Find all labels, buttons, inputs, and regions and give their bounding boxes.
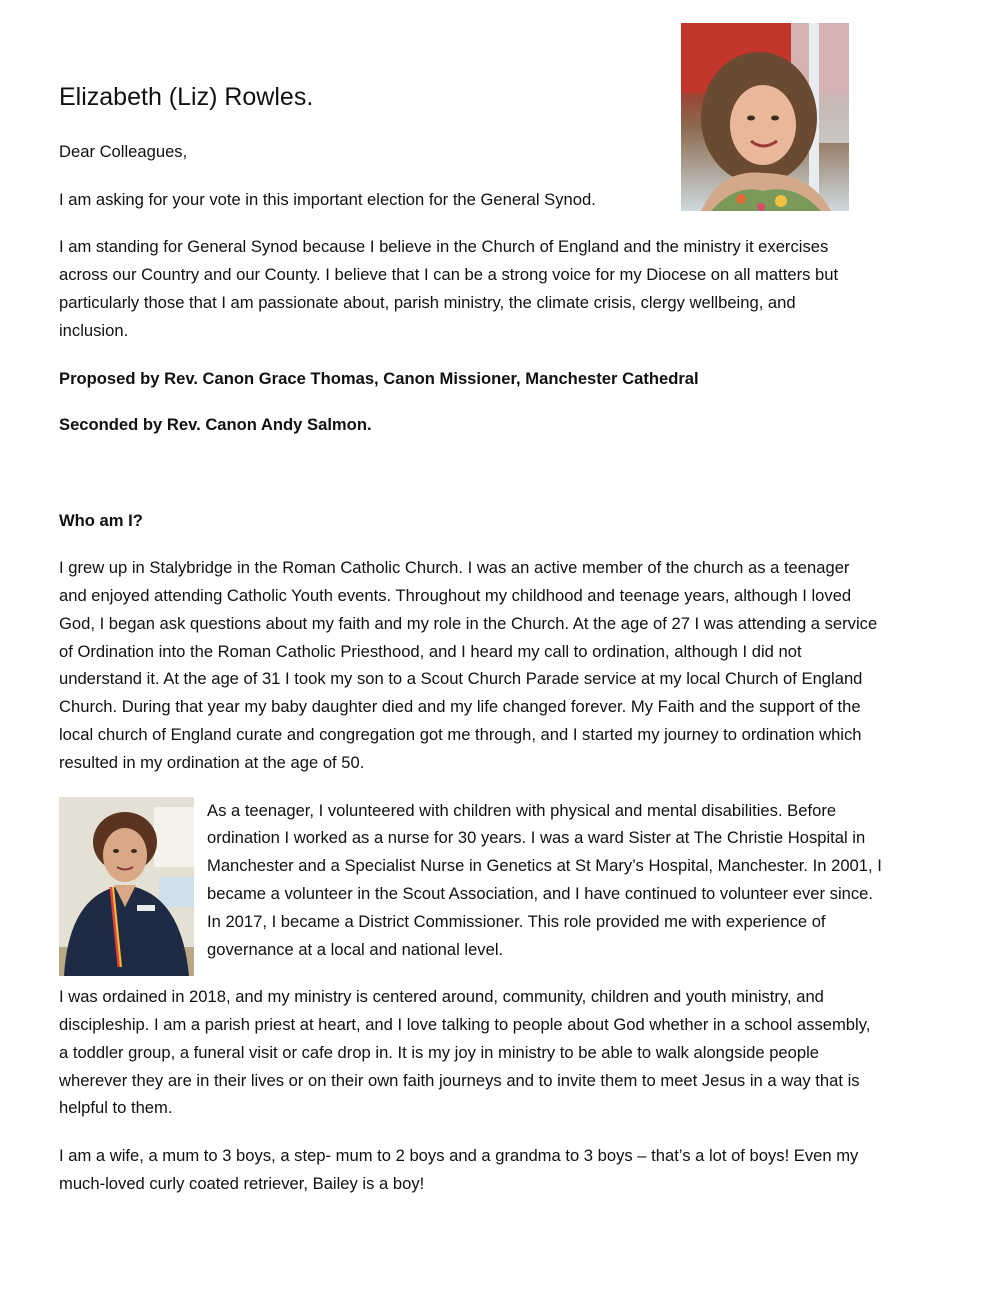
nurse-line-1: As a teenager, I volunteered with children with physical and mental disabilities. Before [207, 801, 837, 820]
ministry-line-1: I was ordained in 2018, and my ministry is centered around, community, children and youth ministry, and [59, 987, 824, 1006]
family-line-1: I am a wife, a mum to 3 boys, a step- mum to 2 boys and a grandma to 3 boys – that’s a lot of boys! Even my [59, 1146, 859, 1165]
who-line-7: local church of England curate and congregation got me through, and I started my journey to ordination which [59, 725, 862, 744]
nurse-line-6: governance at a local and national level. [207, 940, 504, 959]
statement-line-3: particularly those that I am passionate about, parish ministry, the climate crisis, clergy wellbeing, and [59, 293, 796, 312]
who-line-4: of Ordination into the Roman Catholic Priesthood, and I heard my call to ordination, although I did not [59, 642, 802, 661]
portrait-illustration [681, 23, 849, 211]
ministry-line-2: discipleship. I am a parish priest at heart, and I love talking to people about God whether in a school assembly, [59, 1015, 871, 1034]
intro-text: I am asking for your vote in this important election for the General Synod. [59, 190, 596, 209]
greeting: Dear Colleagues, [59, 142, 188, 161]
proposed-by: Proposed by Rev. Canon Grace Thomas, Canon Missioner, Manchester Cathedral [59, 369, 699, 388]
ministry-line-5: helpful to them. [59, 1098, 173, 1117]
who-line-2: and enjoyed attending Catholic Youth events. Throughout my childhood and teenage years, although I loved [59, 586, 852, 605]
statement-line-1: I am standing for General Synod because I believe in the Church of England and the ministry it exercises [59, 237, 829, 256]
nurse-illustration [59, 797, 194, 976]
nurse-line-3: Manchester and a Specialist Nurse in Genetics at St Mary’s Hospital, Manchester. In 2001, I [207, 856, 882, 875]
seconded-by: Seconded by Rev. Canon Andy Salmon. [59, 415, 372, 434]
nurse-line-4: became a volunteer in the Scout Association, and I have continued to volunteer ever since. [207, 884, 874, 903]
who-line-1: I grew up in Stalybridge in the Roman Catholic Church. I was an active member of the church as a teenager [59, 558, 850, 577]
who-line-6: Church. During that year my baby daughter died and my life changed forever. My Faith and the support of the [59, 697, 861, 716]
who-am-i-heading: Who am I? [59, 511, 143, 530]
statement-line-2: across our Country and our County. I believe that I can be a strong voice for my Diocese on all matters but [59, 265, 839, 284]
statement-line-4: inclusion. [59, 321, 129, 340]
ministry-line-4: wherever they are in their lives or on their own faith journeys and to invite them to meet Jesus in a way that is [59, 1071, 860, 1090]
page-title: Elizabeth (Liz) Rowles. [59, 83, 314, 111]
nurse-line-2: ordination I worked as a nurse for 30 years. I was a ward Sister at The Christie Hospital in [207, 828, 866, 847]
ministry-line-3: a toddler group, a funeral visit or cafe drop in. It is my joy in ministry to be able to walk alongside people [59, 1043, 820, 1062]
family-line-2: much-loved curly coated retriever, Bailey is a boy! [59, 1174, 425, 1193]
candidate-portrait-photo [681, 23, 849, 211]
nurse-line-5: In 2017, I became a District Commissioner. This role provided me with experience of [207, 912, 826, 931]
who-line-3: God, I began ask questions about my faith and my role in the Church. At the age of 27 I was attending a service [59, 614, 878, 633]
who-line-8: resulted in my ordination at the age of 50. [59, 753, 365, 772]
who-line-5: understand it. At the age of 31 I took my son to a Scout Church Parade service at my local Church of England [59, 669, 863, 688]
nurse-photo [59, 797, 194, 976]
